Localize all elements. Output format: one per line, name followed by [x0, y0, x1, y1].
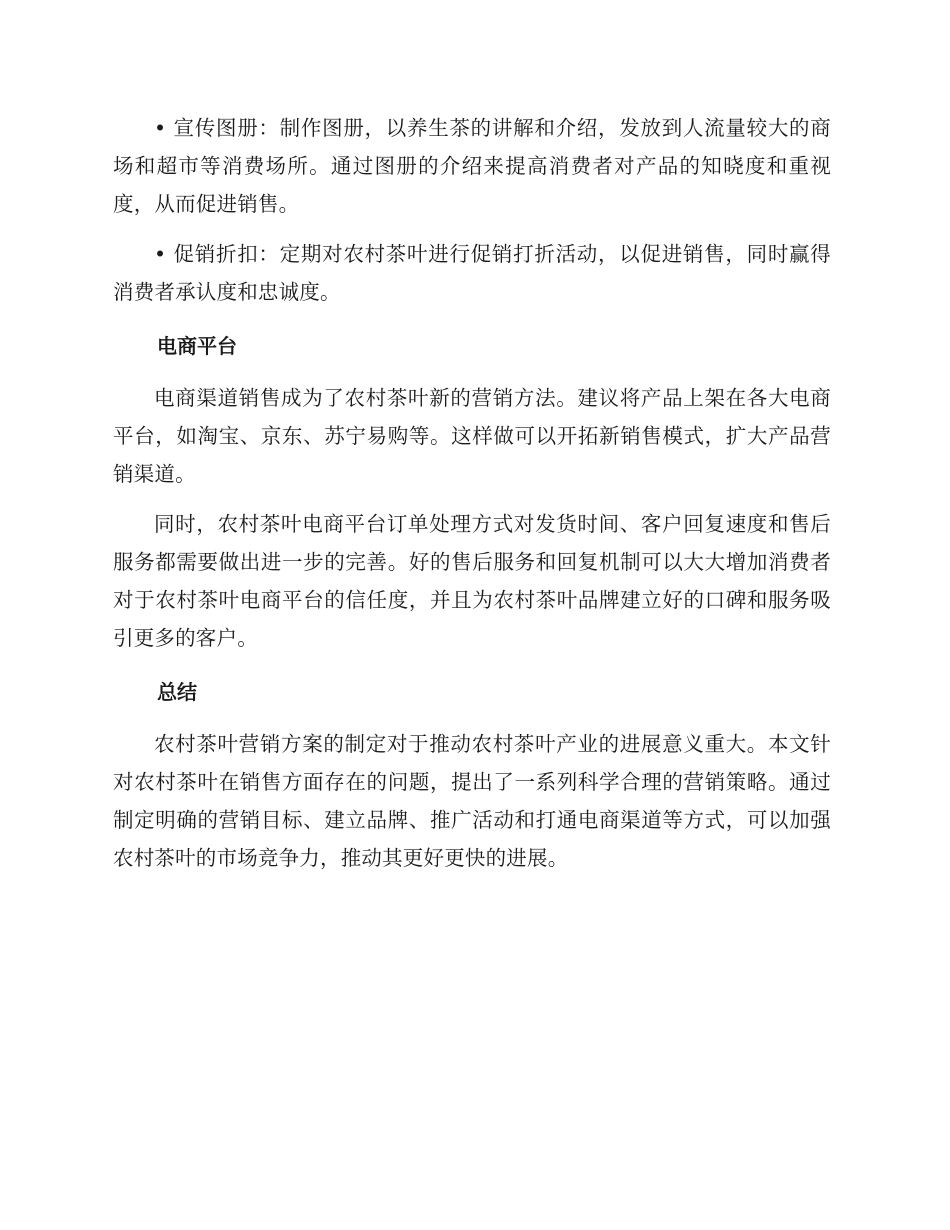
document-page [113, 109, 831, 877]
bullet-brochure: • 宣传图册：制作图册，以养生茶的讲解和介绍，发放到人流量较大的商场和超市等消费场所。通过图册的介绍来提高消费者对产品的知晓度和重视度，从而促进销售。 [113, 116, 831, 216]
summary-paragraph: 农村茶叶营销方案的制定对于推动农村茶叶产业的进展意义重大。本文针对农村茶叶在销售方面存在的问题，提出了一系列科学合理的营销策略。通过制定明确的营销目标、建立品牌、推广活动和打通电商渠道等方式，可以加强农村茶叶的市场竞争力，推动其更好更快的进展。 [113, 732, 831, 870]
section-heading-ecommerce: 电商平台 [157, 334, 237, 358]
ecommerce-paragraph-1: 电商渠道销售成为了农村茶叶新的营销方法。建议将产品上架在各大电商平台，如淘宝、京东、苏宁易购等。这样做可以开拓新销售模式，扩大产品营销渠道。 [113, 386, 831, 486]
section-heading-summary: 总结 [157, 680, 197, 704]
bullet-discount: • 促销折扣：定期对农村茶叶进行促销打折活动，以促进销售，同时赢得消费者承认度和忠诚度。 [113, 242, 831, 304]
ecommerce-paragraph-2: 同时，农村茶叶电商平台订单处理方式对发货时间、客户回复速度和售后服务都需要做出进一步的完善。好的售后服务和回复机制可以大大增加消费者对于农村茶叶电商平台的信任度，并且为农村茶叶品牌建立好的口碑和服务吸引更多的客户。 [113, 512, 831, 650]
